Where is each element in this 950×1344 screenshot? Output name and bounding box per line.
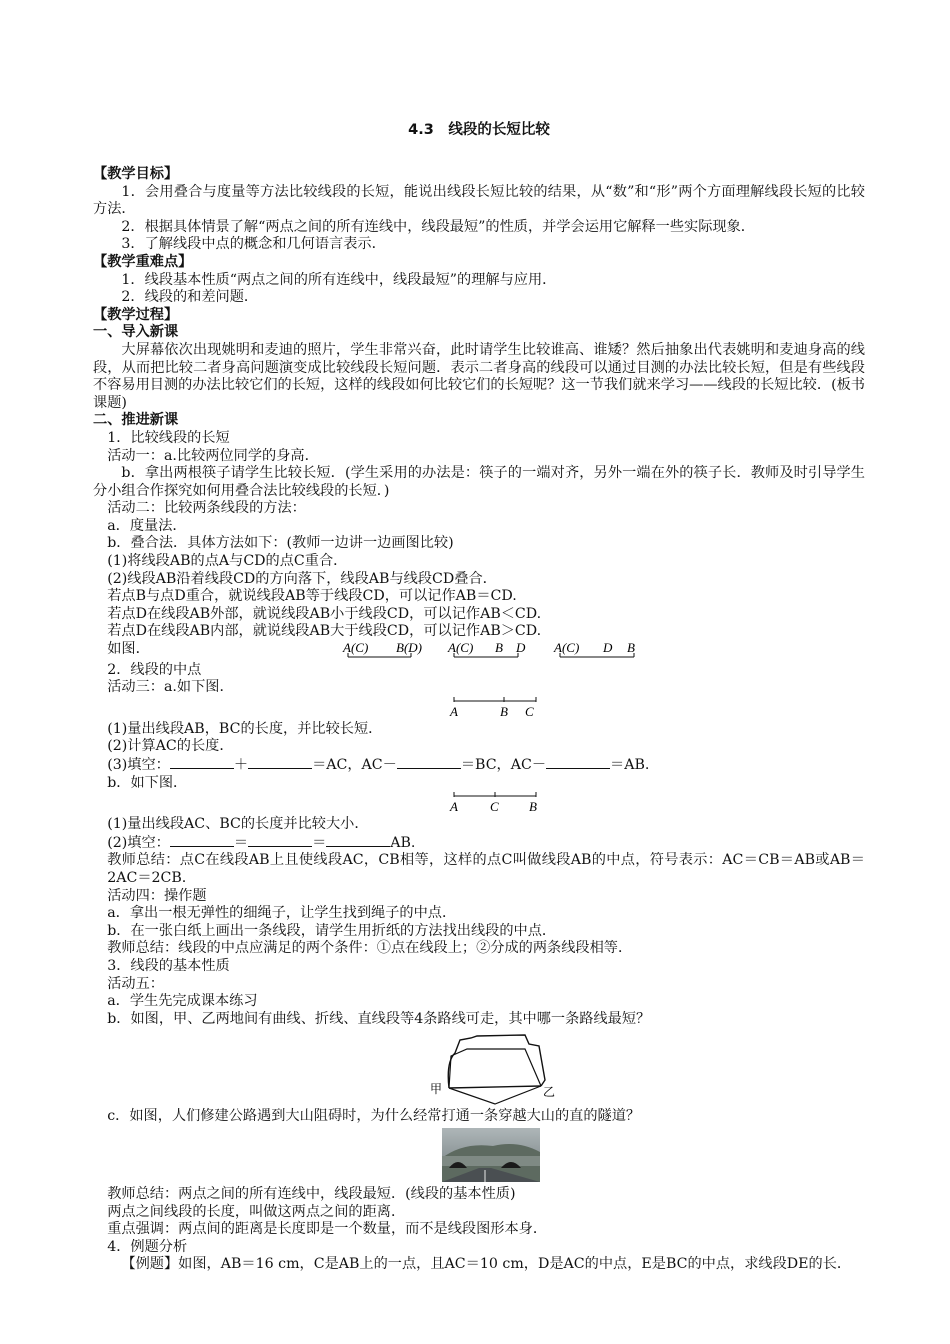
document-body	[93, 166, 865, 1274]
intro-paragraph: 大屏幕依次出现姚明和麦迪的照片，学生非常兴奋，此时请学生比较谁高、谁矮？然后抽象出代表姚明和麦迪身高的线段，从而把比较二者身高问题演变成比较线段长短问题．表示二者身高的线段可以通过目测的办法比较长短，但是有些线段不容易用目测的办法比较它们的长短，这样的线段如何比较它们的长短呢？这一节我们就来学习——线段的长短比较．(板书课题)	[93, 341, 865, 411]
point-label: C	[525, 703, 534, 719]
segment-greater	[553, 642, 635, 657]
emphasis-text: 重点强调：两点间的距离是长度即是一个数量，而不是线段图形本身．	[107, 1221, 548, 1238]
label: B	[495, 641, 503, 655]
subheading-intro: 一、导入新课	[93, 324, 179, 341]
activity-text: a．度量法．	[107, 517, 187, 534]
example-text: 【例题】如图，AB＝16 cm，C是AB上的一点，且AC＝10 cm，D是AC的中点，E是BC的中点，求线段DE的长．	[121, 1256, 852, 1273]
key-item: 1．线段基本性质“两点之间的所有连线中，线段最短”的理解与应用．	[121, 271, 557, 288]
goal-item: 3．了解线段中点的概念和几何语言表示．	[121, 236, 386, 253]
tunnel-photo-svg	[93, 1128, 865, 1188]
summary-text: 教师总结：点C在线段AB上且使线段AC，CB相等，这样的点C叫做线段AB的中点，符号表示：AC＝CB＝AB或AB＝2AC＝2CB.	[107, 852, 865, 886]
section-heading-goals: 【教学目标】	[93, 166, 179, 182]
blank	[397, 756, 461, 769]
case-text: 若点D在线段AB外部，就说线段AB小于线段CD，可以记作AB＜CD.	[107, 605, 542, 622]
label: A(C)	[448, 641, 474, 655]
activity-text: b．拿出两根筷子请学生比较长短．(学生采用的办法是：筷子的一端对齐，另外一端在外的筷子长．教师及时引导学生分小组合作探究如何用叠合法比较线段的长短．)	[93, 465, 865, 499]
topic-heading: 1．比较线段的长短	[107, 429, 230, 446]
activity-text: 活动五：	[107, 975, 164, 992]
activity-text: b．如图，甲、乙两地间有曲线、折线、直线段等4条路线可走，其中哪一条路线最短？	[107, 1010, 651, 1027]
segment-comparison-figure	[93, 642, 865, 662]
activity-text: a．学生先完成课本练习	[107, 993, 258, 1010]
topic-heading: 2．线段的中点	[107, 661, 202, 678]
blank	[170, 756, 234, 769]
activity-text: a．拿出一根无弹性的细绳子，让学生找到绳子的中点．	[107, 905, 457, 922]
activity-text: b．叠合法．具体方法如下：(教师一边讲一边画图比较)	[107, 535, 454, 552]
summary-text: 教师总结：线段的中点应满足的两个条件：①点在线段上；②分成的两条线段相等．	[107, 940, 633, 957]
place-yi: 乙	[543, 1085, 556, 1100]
fill-in-line: (2)填空： ＝ ＝ AB.	[107, 834, 416, 851]
point-label: A	[450, 799, 458, 815]
case-text: 若点B与点D重合，就说线段AB等于线段CD，可以记作AB＝CD.	[107, 588, 517, 605]
activity-text: c．如图，人们修建公路遇到大山阻碍时，为什么经常打通一条穿越大山的直的隧道？	[107, 1108, 641, 1125]
activity-text: 活动一：a.比较两位同学的身高．	[107, 447, 319, 464]
definition-text: 两点之间线段的长度，叫做这两点之间的距离．	[107, 1203, 406, 1220]
case-text: 若点D在线段AB内部，就说线段AB大于线段CD，可以记作AB＞CD.	[107, 623, 542, 640]
segment-equal	[342, 642, 422, 657]
topic-heading: 3．线段的基本性质	[107, 957, 230, 974]
activity-text: 活动三：a.如下图．	[107, 679, 234, 696]
segment-abc-figure	[93, 697, 865, 721]
task-text: (1)量出线段AC、BC的长度并比较大小．	[107, 816, 369, 833]
label: A(C)	[554, 641, 580, 655]
routes-figure	[93, 1028, 865, 1108]
blank	[248, 834, 312, 847]
goal-item: 1．会用叠合与度量等方法比较线段的长短，能说出线段长短比较的结果，从“数”和“形”两个方面理解线段长短的比较方法．	[93, 183, 865, 218]
blank	[170, 834, 234, 847]
label: D	[516, 641, 526, 655]
activity-text: b．在一张白纸上画出一条线段，请学生用折纸的方法找出线段的中点．	[107, 922, 557, 939]
subheading-new-lesson: 二、推进新课	[93, 412, 179, 429]
blank	[546, 756, 610, 769]
broken-route	[449, 1086, 541, 1104]
activity-text: 活动四：操作题	[107, 887, 207, 904]
label: D	[603, 641, 613, 655]
segment-acb-svg	[93, 792, 865, 816]
tunnel-photo	[93, 1126, 865, 1186]
point-label: A	[450, 703, 458, 719]
segment-comparison-svg	[93, 642, 865, 662]
figure-caption: 如图．	[107, 641, 150, 658]
point-label: B	[529, 799, 537, 815]
task-text: (2)计算AC的长度．	[107, 738, 234, 755]
label: B(D)	[396, 641, 422, 655]
blank	[326, 834, 390, 847]
routes-svg	[93, 1028, 865, 1108]
activity-text: 活动二：比较两条线段的方法：	[107, 500, 306, 517]
label: B	[627, 641, 635, 655]
point-label: C	[490, 799, 499, 815]
segment-abc-svg	[93, 697, 865, 721]
key-item: 2．线段的和差问题．	[121, 289, 259, 306]
section-heading-process: 【教学过程】	[93, 306, 179, 323]
task-text: (1)量出线段AB，BC的长度，并比较长短．	[107, 720, 383, 737]
activity-text: b．如下图．	[107, 774, 188, 791]
summary-text: 教师总结：两点之间的所有连线中，线段最短．(线段的基本性质)	[107, 1185, 516, 1202]
page-title: 4.3 线段的长短比较	[408, 122, 550, 138]
point-label: B	[500, 703, 508, 719]
polyline-route	[449, 1049, 541, 1088]
segment-acb-figure	[93, 792, 865, 816]
segment-less	[447, 642, 526, 657]
step-text: (1)将线段AB的点A与CD的点C重合．	[107, 553, 348, 570]
straight-route	[449, 1086, 541, 1088]
fill-in-line: (3)填空： ＋ ＝AC，AC－ ＝BC，AC－ ＝AB.	[107, 757, 650, 773]
step-text: (2)线段AB沿着线段CD的方向落下，线段AB与线段CD叠合．	[107, 570, 497, 587]
label: A(C)	[343, 641, 369, 655]
section-heading-key-points: 【教学重难点】	[93, 253, 193, 270]
blank	[248, 756, 312, 769]
goal-item: 2．根据具体情景了解“两点之间的所有连线中，线段最短”的性质，并学会运用它解释一些实际现象．	[121, 218, 755, 235]
topic-heading: 4．例题分析	[107, 1238, 188, 1255]
place-jia: 甲	[430, 1082, 443, 1097]
